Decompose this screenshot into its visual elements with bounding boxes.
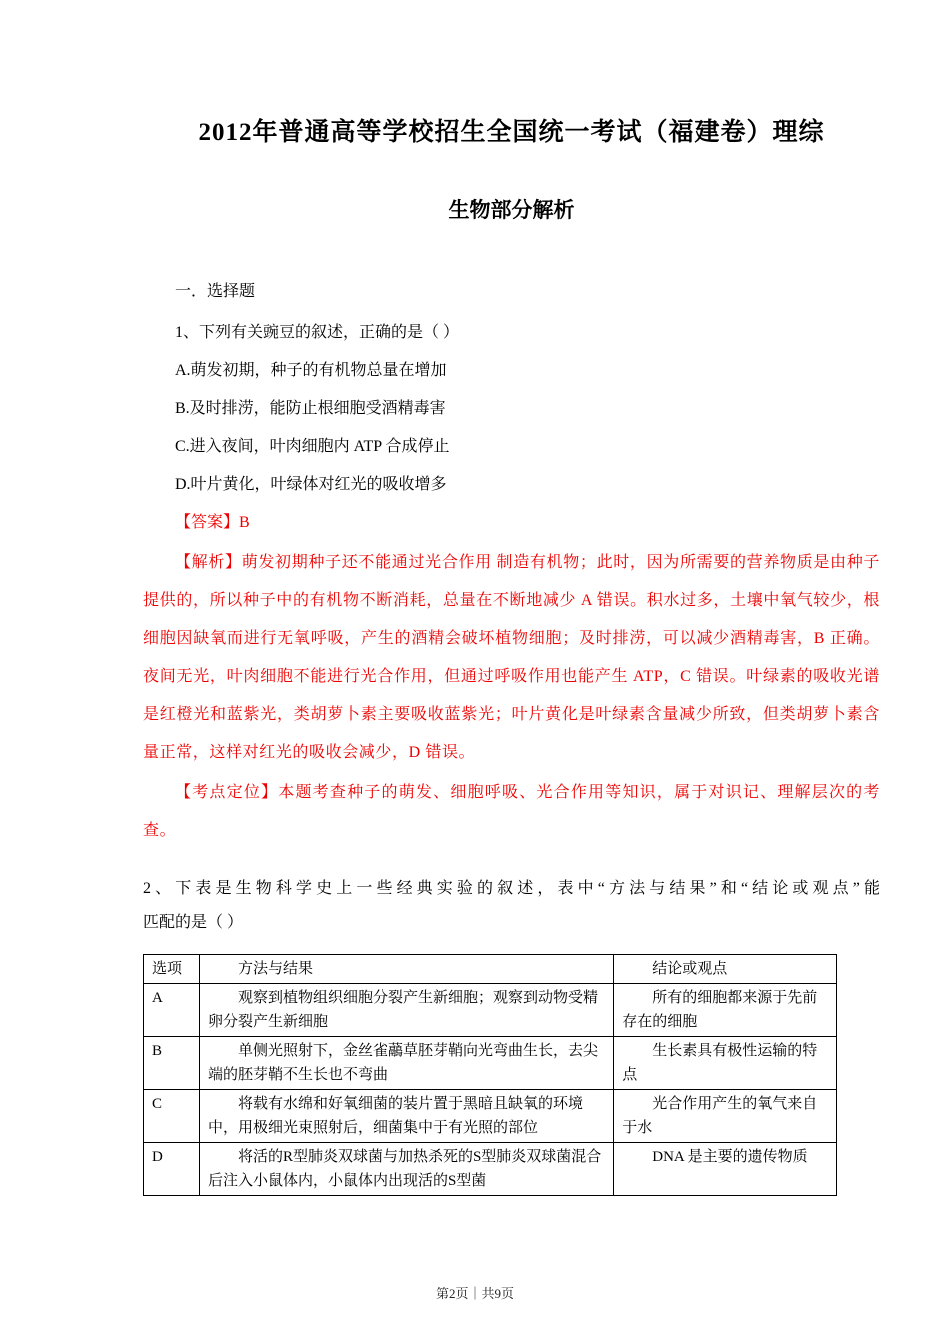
table-header-method: 方法与结果 [199,955,613,984]
row-c-conclusion: 光合作用产生的氧气来自于水 [614,1090,837,1143]
page-title: 2012年普通高等学校招生全国统一考试（福建卷）理综 [198,119,825,146]
table-header-option: 选项 [144,955,200,984]
row-c-method: 将载有水绵和好氧细菌的装片置于黑暗且缺氧的环境中，用极细光束照射后，细菌集中于有光照的部位 [199,1090,613,1143]
question-2-stem-line-2: 匹配的是（ ） [143,914,244,931]
question-1-answer: 【答案】B [175,514,250,531]
row-b-conclusion: 生长素具有极性运输的特点 [614,1037,837,1090]
question-1-stem: 1、下列有关豌豆的叙述，正确的是（ ） [175,324,460,341]
question-1-option-c: C.进入夜间，叶肉细胞内 ATP 合成停止 [175,438,450,455]
question-1-option-d: D.叶片黄化，叶绿体对红光的吸收增多 [175,476,447,493]
row-b-method: 单侧光照射下，金丝雀虉草胚芽鞘向光弯曲生长，去尖端的胚芽鞘不生长也不弯曲 [199,1037,613,1090]
row-d-conclusion: DNA 是主要的遗传物质 [614,1143,837,1196]
experiments-table [143,954,837,1196]
table-row [144,1143,837,1196]
question-1-keypoint: 【考点定位】本题考查种子的萌发、细胞呼吸、光合作用等知识，属于对识记、理解层次的考查。 [143,784,880,839]
table-row [144,1037,837,1090]
row-a-conclusion: 所有的细胞都来源于先前存在的细胞 [614,984,837,1037]
page-subtitle: 生物部分解析 [448,199,575,222]
row-b-option: B [144,1037,200,1090]
question-2-stem-line-1: 2、下表是生物科学史上一些经典实验的叙述，表中“方法与结果”和“结论或观点”能 [143,880,880,897]
question-1-option-b: B.及时排涝，能防止根细胞受酒精毒害 [175,400,446,417]
table-row [144,1090,837,1143]
page-footer: 第2页｜共9页 [435,1286,514,1301]
table-header-conclusion: 结论或观点 [614,955,837,984]
row-d-option: D [144,1143,200,1196]
table-row [144,984,837,1037]
section-heading: 一．选择题 [175,283,256,300]
row-c-option: C [144,1090,200,1143]
row-a-method: 观察到植物组织细胞分裂产生新细胞；观察到动物受精卵分裂产生新细胞 [199,984,613,1037]
question-1-option-a: A.萌发初期，种子的有机物总量在增加 [175,362,447,379]
question-1-analysis: 【解析】萌发初期种子还不能通过光合作用 制造有机物；此时，因为所需要的营养物质是由种子提供的，所以种子中的有机物不断消耗，总量在不断地减少 A 错误。积水过多，土壤中氧气较少，根细胞因缺氧而进行无氧呼吸，产生的酒精会破坏植物细胞；及时排涝，可以减少酒精毒害，B 正确。夜间无光，叶肉细胞不能进行光合作用，但通过呼吸作用也能产生 ATP，C 错误。叶绿素的吸收光谱是红橙光和蓝紫光，类胡萝卜素主要吸收蓝紫光；叶片黄化是叶绿素含量减少所致，但类胡萝卜素含量正常，这样对红光的吸收会减少，D 错误。 [143,554,880,761]
row-a-option: A [144,984,200,1037]
row-d-method: 将活的R型肺炎双球菌与加热杀死的S型肺炎双球菌混合后注入小鼠体内，小鼠体内出现活的S型菌 [199,1143,613,1196]
question-2 [143,872,880,940]
table-header-row [144,955,837,984]
